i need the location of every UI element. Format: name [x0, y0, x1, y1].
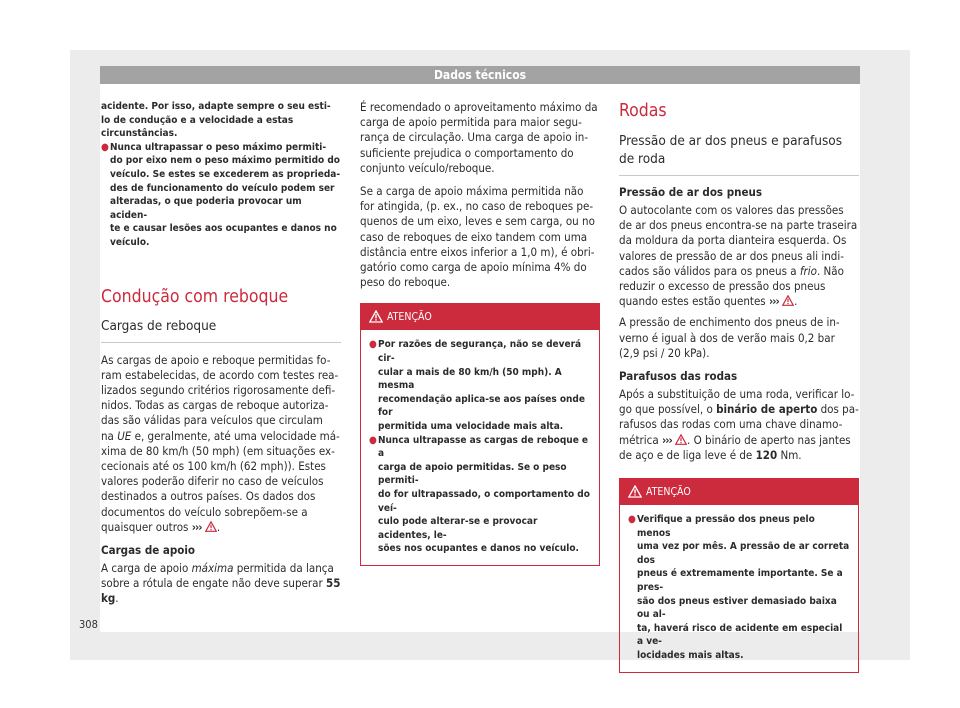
text-line: carga de apoio permitidas. Se o peso permiti- [378, 461, 567, 487]
warning-title: ATENÇÃO [387, 311, 432, 324]
subsection-title: Cargas de reboque [101, 317, 341, 343]
warning-triangle-icon [369, 310, 383, 323]
warning-triangle-icon[interactable] [675, 434, 687, 445]
page-number: 308 [79, 618, 98, 631]
text-line: quando estes estão quentes ››› . [619, 294, 798, 309]
text-line: cular a mais de 80 km/h (50 mph). A mesma [378, 366, 562, 392]
text-line: des de funcionamento do veículo podem ser [110, 182, 335, 194]
text-line: documentos do veículo sobrepõem-se a [101, 504, 308, 519]
text-line: O autocolante com os valores das pressões [619, 203, 844, 217]
text-line: go que possível, o binário de aperto dos pa- [619, 402, 859, 417]
text-line: reduzir o excesso de pressão dos pneus [619, 279, 826, 294]
text-line: Se a carga de apoio máxima permitida não [360, 184, 584, 199]
text-line: da moldura da porta dianteira esquerda. Os [619, 233, 847, 248]
paragraph-heading: Cargas de apoio [101, 542, 195, 557]
text-line: Nunca ultrapasse as cargas de reboque e a [378, 434, 589, 460]
text-line: cecionais até os 100 km/h (62 mph)). Estes [101, 458, 326, 473]
warning-triangle-icon [628, 485, 642, 498]
text-line: rafusos das rodas com uma chave dinamo- [619, 417, 843, 432]
text-line: sobre a rótula de engate não deve superar 55 [101, 576, 341, 591]
column-left [101, 100, 341, 607]
paragraph-heading: Pressão de ar dos pneus [619, 185, 763, 199]
warning-header [361, 304, 599, 330]
text-line: Verifique a pressão dos pneus pelo menos [637, 514, 815, 539]
text-line: pneus é extremamente importante. Se a pres- [637, 568, 843, 594]
warning-box [360, 303, 600, 566]
text-line: do por eixo nem o peso máximo permitido do [110, 155, 340, 167]
chapter-header: Dados técnicos [100, 66, 860, 84]
text-line: Nunca ultrapassar o peso máximo permiti- [110, 141, 327, 153]
text-line: Após a substituição de uma roda, verificar lo- [619, 387, 855, 402]
text-line: de ar dos pneus encontra-se na parte traseira [619, 218, 858, 233]
text-line: peso do reboque. [360, 275, 451, 290]
text-line: alteradas, o que poderia provocar um aciden- [110, 196, 302, 221]
warning-text-line: lo de condução e a velocidade a estas [101, 114, 294, 126]
warning-header [620, 479, 858, 505]
text-line: for atingida, (p. ex., no caso de reboques pe- [360, 199, 594, 214]
text-line: métrica ››› . O binário de aperto nas jantes [619, 432, 851, 447]
warning-bullet [628, 513, 850, 663]
cross-reference-arrows[interactable]: ››› [769, 294, 779, 309]
text-line: nidos. Todas as cargas de reboque autoriza- [101, 398, 329, 413]
text-line: de roda [619, 151, 666, 167]
column-middle [360, 100, 600, 566]
warning-bullet [101, 141, 341, 250]
warning-title: ATENÇÃO [646, 486, 691, 499]
paragraph-heading: Parafusos das rodas [619, 369, 738, 384]
text-line: locidades mais altas. [637, 649, 744, 661]
text-line: rança de circulação. Uma carga de apoio in- [360, 130, 589, 145]
text-line: cados são válidos para os pneus a frio. Não [619, 263, 844, 278]
paragraph [101, 353, 341, 535]
text-line: Pressão de ar dos pneus e parafusos [619, 133, 843, 149]
text-line: distância entre eixos inferior a 1,0 m), é obri- [360, 244, 595, 259]
paragraph [360, 184, 600, 290]
paragraph [619, 387, 859, 463]
warning-box [619, 478, 859, 673]
column-right [619, 100, 859, 673]
warning-bullet [369, 338, 591, 433]
text-line: te e causar lesões aos ocupantes e danos no [110, 223, 337, 235]
text-line: culo pode alterar-se e provocar acidentes, le- [378, 516, 538, 541]
text-line: veículo. Se estes se excederem as proprieda- [110, 168, 341, 180]
warning-bullet [369, 434, 591, 556]
text-line: A pressão de enchimento dos pneus de in- [619, 315, 840, 330]
text-line: recomendação aplica-se aos países onde for [378, 393, 585, 419]
text-line: Por razões de segurança, não se deverá cir- [378, 339, 582, 365]
text-line: das são válidas para veículos que circulam [101, 413, 323, 428]
text-line: valores poderão diferir no caso de veículos [101, 474, 324, 489]
text-line: do for ultrapassado, o comportamento do veí- [378, 488, 590, 514]
text-line: caso de reboques de eixo tandem com uma [360, 229, 588, 244]
text-line: lizados segundo critérios rigorosamente defi- [101, 382, 336, 397]
text-line: gatório como carga de apoio mínima 4% do [360, 260, 587, 275]
section-title: Rodas [619, 101, 667, 121]
text-line: sões nos ocupantes e danos no veículo. [378, 543, 579, 555]
bullet-icon: ● [101, 141, 109, 153]
text-line: são dos pneus estiver demasiado baixa ou al- [637, 595, 837, 621]
bullet-icon: ● [369, 434, 377, 446]
text-line: As cargas de apoio e reboque permitidas fo- [101, 352, 331, 367]
text-line: ram estabelecidas, de acordo com testes rea- [101, 367, 339, 382]
warning-continuation [101, 100, 341, 250]
text-line: ta, haverá risco de acidente em especial a ve- [637, 622, 843, 648]
section-title: Condução com reboque [101, 286, 289, 307]
cross-reference-arrows[interactable]: ››› [191, 519, 202, 534]
warning-triangle-icon[interactable] [782, 295, 794, 306]
text-line: A carga de apoio máxima permitida da lança [101, 560, 334, 575]
text-line: permitida uma velocidade mais alta. [378, 421, 564, 432]
text-line: (2,9 psi / 20 kPa). [619, 345, 710, 360]
bullet-text [110, 141, 341, 250]
paragraph [619, 203, 859, 309]
warning-body [620, 505, 858, 672]
bullet-icon: ● [369, 339, 377, 351]
text-line: conjunto veículo/reboque. [360, 160, 495, 175]
subsection-title [619, 132, 859, 176]
text-line: na UE e, geralmente, até uma velocidade má- [101, 428, 340, 443]
bullet-icon: ● [628, 514, 636, 526]
cross-reference-arrows[interactable]: ››› [661, 432, 672, 447]
text-line: quaisquer outros ››› . [101, 519, 221, 534]
text-line: suficiente prejudica o comportamento do [360, 145, 574, 160]
text-line: carga de apoio permitida para maior segu- [360, 115, 582, 130]
text-line: destinados a outros países. Os dados dos [101, 489, 316, 504]
text-line: veículo. [110, 236, 150, 248]
warning-text-line: circunstâncias. [101, 128, 178, 140]
warning-body [361, 330, 599, 565]
text-line: quenos de um eixo, leves e sem carga, ou no [360, 214, 595, 229]
warning-triangle-icon[interactable] [205, 521, 217, 532]
text-line: kg. [101, 591, 119, 606]
paragraph [360, 100, 600, 176]
text-line: verno é igual à dos de verão mais 0,2 bar [619, 330, 835, 345]
paragraph [619, 315, 859, 361]
text-line: uma vez por mês. A pressão de ar correta dos [637, 541, 850, 566]
text-line: valores de pressão de ar dos pneus ali indi- [619, 248, 844, 263]
text-line: de aço e de liga leve é de 120 Nm. [619, 447, 802, 462]
warning-text-line: acidente. Por isso, adapte sempre o seu esti- [101, 101, 331, 112]
text-line: xima de 80 km/h (50 mph) (em situações ex- [101, 443, 335, 458]
text-line: É recomendado o aproveitamento máximo da [360, 100, 598, 114]
